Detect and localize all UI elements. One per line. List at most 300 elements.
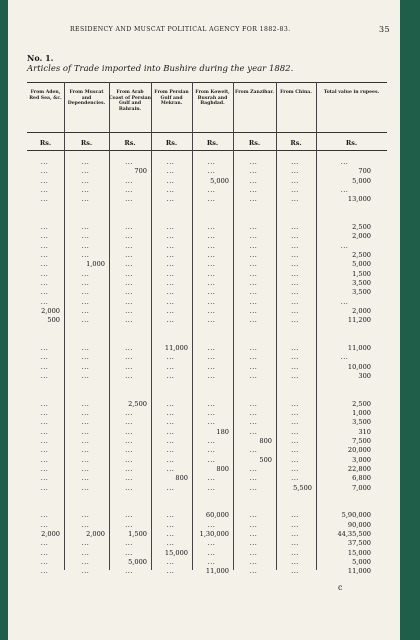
table-cell: ... [166,353,175,362]
table-cell: 11,200 [347,316,371,325]
currency-label: Rs. [124,139,136,147]
table-cell: ... [125,520,133,529]
table-cell: ... [207,548,216,557]
table-cell: 700 [358,167,371,176]
table-cell: ... [125,567,133,576]
table-cell: ... [81,158,90,166]
table-cell: ... [81,511,90,520]
table-cell: ... [207,297,216,306]
table-cell: 2,500 [128,399,147,408]
currency-label: Rs. [165,139,178,147]
table-cell: ... [40,371,49,380]
header-bottom-rule [27,132,387,133]
table-cell: ... [166,223,175,232]
table-cell: ... [249,557,258,566]
table-cell: ... [291,185,299,194]
column-header: From Zanzibar. [235,90,274,95]
currency-label: Rs. [248,139,261,147]
table-cell: ... [291,520,299,529]
table-cell: 11,000 [347,344,371,352]
table-cell: ... [340,353,349,362]
table-cell: ... [125,223,133,232]
table-cell: ... [81,251,90,259]
table-cell: ... [81,278,90,287]
table-cell: 2,000 [352,306,371,315]
table-cell: ... [40,223,49,232]
table-cell: ... [81,557,90,566]
table-cell: ... [291,158,299,166]
table-cell: ... [291,316,299,325]
table-cell: ... [207,455,216,464]
table-cell: ... [81,269,90,278]
table-cell: ... [249,167,258,176]
currency-label: Rs. [290,139,302,147]
table-cell: ... [207,158,216,166]
table-cell: ... [291,464,299,473]
table-cell: ... [291,278,299,287]
table-cell: ... [40,464,49,473]
table-cell: ... [291,353,299,362]
table-cell: ... [81,483,90,492]
table-cell: ... [125,232,133,241]
table-cell: ... [291,241,299,250]
table-cell: ... [166,297,175,306]
table-cell: 44,35,500 [337,530,371,538]
table-cell: ... [125,344,133,352]
currency-label: Rs. [39,139,52,147]
table-cell: 15,000 [164,548,188,557]
table-cell: ... [40,167,49,176]
table-cell: ... [40,251,49,259]
table-cell: ... [166,409,175,418]
table-cell: 5,000 [128,557,147,566]
table-cell: ... [125,185,133,194]
table-cell: ... [291,232,299,241]
table-cell: ... [125,278,133,287]
table-cell: ... [81,399,90,408]
table-cell: ... [81,437,90,445]
table-cell: 5,000 [210,176,229,185]
table-cell: ... [291,446,299,455]
table-cell: ... [40,353,49,362]
table-cell: ... [291,437,299,445]
table-cell: ... [40,548,49,557]
table-cell: ... [207,251,216,259]
table-cell: ... [81,409,90,418]
table-cell: ... [291,260,299,269]
table-cell: ... [81,464,90,473]
table-cell: 5,90,000 [341,511,371,520]
table-cell: ... [249,474,258,483]
table-number: No. 1. [27,53,54,63]
table-cell: ... [249,223,258,232]
table-cell: ... [249,567,258,576]
table-cell: 500 [47,316,60,325]
table-cell: ... [207,399,216,408]
table-cell: ... [166,269,175,278]
table-cell: 22,800 [347,464,371,473]
table-cell: ... [291,288,299,297]
table-cell: ... [125,446,133,455]
table-cell: ... [125,371,133,380]
table-cell: ... [207,232,216,241]
table-cell: ... [40,269,49,278]
table-cell: ... [166,437,175,445]
table-cell: ... [291,269,299,278]
table-cell: ... [291,371,299,380]
table-cell: ... [81,344,90,352]
table-cell: ... [125,306,133,315]
table-cell: 7,500 [352,437,371,445]
table-cell: ... [249,362,258,371]
table-cell: ... [166,167,175,176]
table-cell: ... [81,371,90,380]
table-cell: 800 [259,437,272,445]
table-cell: ... [81,474,90,483]
table-cell: ... [81,185,90,194]
table-cell: ... [40,455,49,464]
table-cell: ... [249,260,258,269]
table-cell: ... [125,362,133,371]
table-cell: 1,30,000 [199,530,229,538]
table-cell: ... [291,195,299,204]
table-cell: ... [166,418,175,427]
table-cell: ... [207,260,216,269]
table-cell: ... [40,483,49,492]
currency-label: Rs. [206,139,219,147]
table-cell: 2,000 [86,530,105,538]
table-cell: ... [40,446,49,455]
table-cell: ... [81,297,90,306]
table-cell: ... [81,446,90,455]
table-cell: ... [249,251,258,259]
table-cell: ... [125,176,133,185]
table-cell: ... [40,418,49,427]
table-cell: 7,000 [352,483,371,492]
table-cell: ... [40,260,49,269]
table-cell: ... [207,557,216,566]
table-cell: ... [166,278,175,287]
table-cell: ... [40,567,49,576]
table-cell: ... [166,530,175,538]
table-cell: ... [207,520,216,529]
table-cell: ... [207,474,216,483]
table-cell: ... [81,548,90,557]
table-cell: ... [125,418,133,427]
table-cell: ... [125,539,133,548]
footer-mark: c [338,583,343,592]
table-cell: ... [249,288,258,297]
table-cell: ... [81,195,90,204]
table-cell: ... [166,427,175,436]
table-cell: ... [40,344,49,352]
table-cell: ... [166,158,175,166]
table-cell: ... [207,306,216,315]
table-top-rule [27,82,387,83]
table-cell: ... [125,427,133,436]
table-cell: ... [40,362,49,371]
table-cell: 5,000 [352,557,371,566]
table-cell: ... [125,288,133,297]
table-cell: ... [125,464,133,473]
table-cell: 1,000 [86,260,105,269]
table-cell: ... [81,241,90,250]
table-cell: ... [166,567,175,576]
table-cell: ... [340,297,349,306]
table-cell: ... [125,316,133,325]
table-cell: ... [81,520,90,529]
table-cell: ... [40,297,49,306]
table-cell: ... [81,223,90,232]
table-cell: ... [81,455,90,464]
table-cell: ... [249,530,258,538]
document-page [8,0,400,640]
table-cell: 60,000 [205,511,229,520]
table-cell: ... [81,418,90,427]
table-cell: ... [249,399,258,408]
table-cell: ... [125,483,133,492]
table-row [27,566,387,576]
table-cell: ... [207,437,216,445]
table-cell: ... [125,409,133,418]
table-cell: 20,000 [347,446,371,455]
table-cell: ... [291,427,299,436]
table-cell: ... [249,232,258,241]
table-cell: ... [40,557,49,566]
currency-label: Rs. [80,139,93,147]
table-cell: 2,500 [352,251,371,259]
table-cell: ... [40,185,49,194]
table-cell: ... [166,251,175,259]
table-cell: ... [291,297,299,306]
table-cell: ... [207,409,216,418]
table-cell: ... [40,409,49,418]
table-cell: ... [207,316,216,325]
table-cell: ... [291,362,299,371]
table-cell: ... [249,353,258,362]
table-cell: ... [249,185,258,194]
table-cell: ... [125,251,133,259]
table-cell: ... [249,520,258,529]
table-cell: ... [166,483,175,492]
table-cell: ... [207,446,216,455]
table-cell: ... [207,241,216,250]
table-cell: ... [291,399,299,408]
table-cell: ... [166,464,175,473]
column-header: Total value in rupees. [323,90,380,95]
table-cell: ... [81,167,90,176]
table-cell: ... [291,455,299,464]
table-cell: ... [249,371,258,380]
table-cell: ... [249,464,258,473]
table-cell: 3,500 [352,418,371,427]
table-cell: ... [166,557,175,566]
table-cell: ... [40,437,49,445]
table-cell: 2,000 [41,306,60,315]
table-cell: 13,000 [347,195,371,204]
table-cell: ... [40,474,49,483]
column-header: From Koweit, Busrah and Baghdad. [195,90,230,107]
table-cell: ... [249,195,258,204]
table-cell: ... [340,241,349,250]
table-cell: ... [40,511,49,520]
table-cell: ... [166,195,175,204]
table-cell: ... [125,474,133,483]
table-cell: ... [81,427,90,436]
column-header: From China. [280,90,312,95]
table-cell: ... [81,176,90,185]
column-header: From Arab Coast of Persian Gulf and Bahrain. [109,90,151,112]
table-cell: 700 [134,167,147,176]
table-cell: ... [249,446,258,455]
table-cell: ... [40,539,49,548]
table-cell: ... [207,167,216,176]
table-cell: ... [125,260,133,269]
table-cell: 300 [358,371,371,380]
table-cell: 2,000 [41,530,60,538]
table-cell: ... [81,539,90,548]
currency-rule [27,150,387,151]
table-title: Articles of Trade imported into Bushire during the year 1882. [27,64,294,74]
table-cell: ... [40,241,49,250]
table-cell: 1,000 [352,409,371,418]
table-cell: ... [166,511,175,520]
table-cell: ... [81,567,90,576]
table-cell: ... [291,167,299,176]
table-cell: ... [291,474,299,483]
table-cell: ... [125,511,133,520]
table-cell: 1,500 [128,530,147,538]
table-cell: ... [207,371,216,380]
table-cell: ... [40,158,49,166]
table-cell: ... [207,344,216,352]
table-cell: ... [81,288,90,297]
table-cell: ... [291,418,299,427]
table-cell: ... [125,455,133,464]
table-cell: ... [81,353,90,362]
header-text: RESIDENCY AND MUSCAT POLITICAL AGENCY FOR 1882-83. [70,26,291,33]
table-cell: ... [125,158,133,166]
table-cell: 90,000 [347,520,371,529]
table-cell: ... [125,297,133,306]
table-cell: ... [249,269,258,278]
table-cell: ... [249,316,258,325]
table-cell: ... [207,362,216,371]
table-cell: ... [81,232,90,241]
table-cell: 37,500 [347,539,371,548]
column-header: From Aden, Red Sea, &c. [29,90,62,101]
table-cell: ... [291,223,299,232]
table-cell: ... [125,241,133,250]
table-cell: ... [291,557,299,566]
table-cell: ... [249,409,258,418]
table-cell: ... [291,567,299,576]
table-cell: 2,500 [352,223,371,232]
table-cell: ... [249,344,258,352]
table-cell: 2,500 [352,399,371,408]
table-cell: ... [166,316,175,325]
table-cell: ... [291,548,299,557]
table-cell: 500 [259,455,272,464]
table-cell: ... [81,362,90,371]
table-cell: 3,500 [352,288,371,297]
table-cell: 11,000 [347,567,371,576]
table-cell: ... [166,455,175,464]
column-header: From Persian Gulf and Mekran. [154,90,189,107]
table-cell: ... [166,539,175,548]
table-cell: ... [40,427,49,436]
table-cell: ... [166,176,175,185]
table-cell: ... [166,362,175,371]
table-cell: 5,000 [352,260,371,269]
table-cell: 5,500 [293,483,312,492]
table-cell: ... [40,278,49,287]
table-cell: 180 [216,427,229,436]
table-cell: ... [166,232,175,241]
table-cell: ... [249,158,258,166]
table-cell: ... [207,353,216,362]
table-cell: ... [166,288,175,297]
table-cell: 5,000 [352,176,371,185]
table-cell: ... [249,511,258,520]
table-cell: ... [291,344,299,352]
table-cell: ... [166,371,175,380]
table-cell: ... [166,520,175,529]
table-cell: ... [291,511,299,520]
table-cell: 1,500 [352,269,371,278]
table-cell: ... [81,306,90,315]
table-cell: ... [291,530,299,538]
table-cell: ... [166,306,175,315]
table-cell: ... [207,288,216,297]
table-cell: 2,000 [352,232,371,241]
table-cell: 800 [175,474,188,483]
table-cell: ... [207,185,216,194]
table-cell: 310 [358,427,371,436]
table-cell: ... [249,306,258,315]
table-cell: ... [249,418,258,427]
table-cell: ... [40,195,49,204]
table-cell: ... [207,195,216,204]
table-cell: ... [81,316,90,325]
currency-label: Rs. [345,139,358,147]
table-cell: ... [125,548,133,557]
table-cell: 11,000 [205,567,229,576]
table-cell: ... [249,539,258,548]
table-cell: ... [340,158,349,166]
column-header: From Muscat and Dependencies. [67,90,106,107]
table-cell: ... [40,176,49,185]
table-cell: 10,000 [347,362,371,371]
table-cell: ... [249,483,258,492]
table-cell: ... [291,176,299,185]
table-cell: ... [249,241,258,250]
table-cell: ... [125,437,133,445]
table-cell: 3,500 [352,278,371,287]
table-cell: ... [207,483,216,492]
table-cell: ... [40,399,49,408]
table-cell: 11,000 [164,344,188,352]
table-cell: ... [291,251,299,259]
table-cell: ... [249,548,258,557]
table-cell: ... [125,353,133,362]
table-cell: ... [207,278,216,287]
table-cell: ... [249,278,258,287]
table-cell: 3,000 [352,455,371,464]
table-cell: ... [166,260,175,269]
table-cell: ... [40,288,49,297]
table-cell: ... [166,399,175,408]
